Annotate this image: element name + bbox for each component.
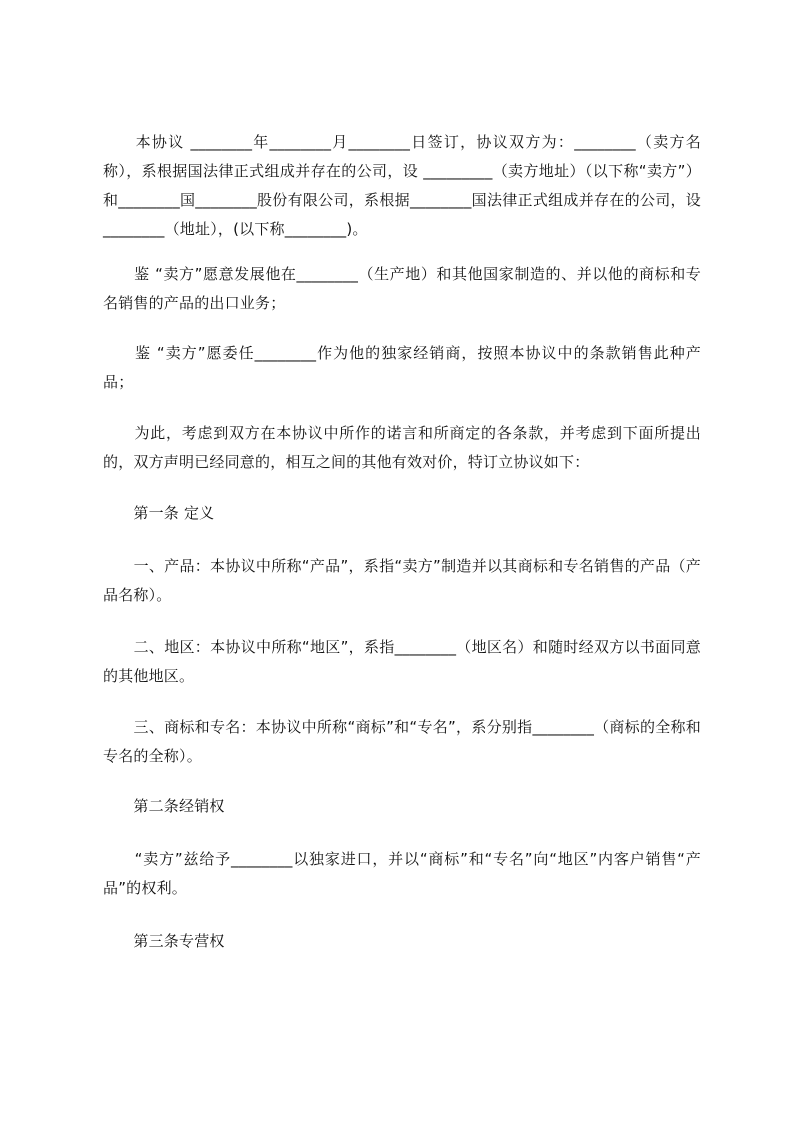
paragraph-consideration: 为此，考虑到双方在本协议中所作的诺言和所商定的各条款，并考虑到下面所提出的，双方声明已经同意的，相互之间的其他有效对价，特订立协议如下：	[103, 424, 701, 471]
article-2-heading: 第二条经销权	[103, 797, 225, 815]
article-3-heading: 第三条专营权	[103, 932, 225, 950]
paragraph-parties: 本协议 ________年________月________日签订，协议双方为：________（卖方名称），系根据国法律正式组成并存在的公司，设 _________（卖方地址）（以下称“卖方”）和________国________股份有限公司，系根据________国法律正式组成并存在的公司，设 ________（地址），(以下称________)。	[103, 133, 701, 238]
definition-product: 一、产品：本协议中所称“产品”，系指“卖方”制造并以其商标和专名销售的产品（产品名称）。	[103, 557, 701, 604]
paragraph-whereas-appoint: 鉴 “卖方”愿委任________作为他的独家经销商，按照本协议中的条款销售此种产品；	[103, 344, 701, 391]
paragraph-whereas-export: 鉴 “卖方”愿意发展他在________（生产地）和其他国家制造的、并以他的商标和专名销售的产品的出口业务；	[103, 265, 701, 312]
definition-trademark: 三、商标和专名：本协议中所称“商标”和“专名”，系分别指________（商标的全称和专名的全称）。	[103, 718, 701, 765]
article-1-heading: 第一条 定义	[103, 504, 215, 522]
paragraph-distribution-right: “卖方”兹给予________以独家进口，并以“商标”和“专名”向“地区”内客户销售“产品”的权利。	[103, 850, 701, 897]
definition-territory: 二、地区：本协议中所称“地区”，系指________（地区名）和随时经双方以书面同意的其他地区。	[103, 638, 701, 685]
